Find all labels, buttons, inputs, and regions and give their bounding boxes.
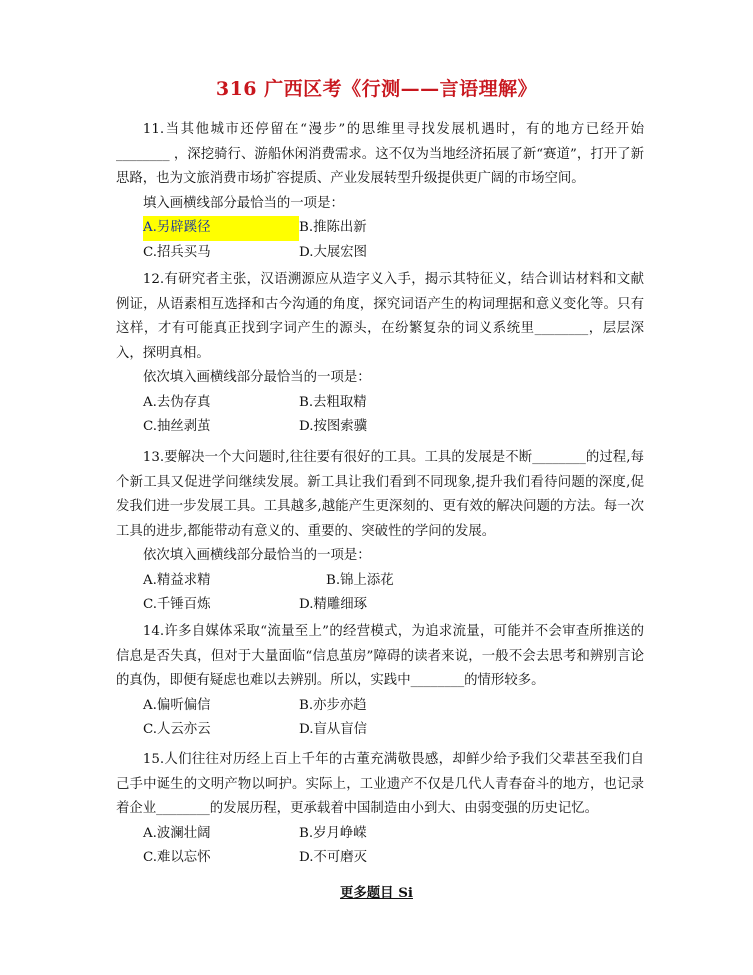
options-row (116, 391, 644, 416)
option-d-wrap (299, 718, 367, 743)
question-stem: 11.当其他城市还停留在“漫步”的思维里寻找发展机遇时，有的地方已经开始________ ，深挖骑行、游船休闲消费需求。这不仅为当地经济拓展了新“赛道”，打开了新思路，也为文旅消费市场扩容提质、产业发展转型升级提供更广阔的市场空间。 (116, 122, 644, 186)
option-b: B.亦步亦趋 (299, 697, 367, 713)
options-row (116, 846, 644, 871)
question-stem: 14.许多自媒体采取“流量至上”的经营模式，为追求流量，可能并不会审查所推送的信息是否失真，但对于大量面临“信息茧房”障碍的读者来说，一般不会去思考和辨别言论的真伪，即便有疑虑也难以去辨别。所以，实践中________的情形较多。 (116, 624, 644, 688)
options-row (116, 593, 644, 618)
option-a: A.偏听偏信 (143, 697, 211, 713)
question-stem: 13.要解决一个大问题时,往往要有很好的工具。工具的发展是不断________的过程,每个新工具又促进学问继续发展。新工具让我们看到不同现象,提升我们看待问题的深度,促发我们进一步发展工具。工具越多,越能产生更深刻的、更有效的解决问题的方法。每一次工具的进步,都能带动有意义的、重要的、突破性的学问的发展。 (116, 450, 644, 539)
question-14 (116, 620, 644, 743)
question-prompt: 依次填入画横线部分最恰当的一项是： (143, 548, 371, 563)
options-row (116, 241, 644, 266)
option-d-wrap (299, 846, 367, 871)
option-d: D.精雕细琢 (299, 597, 368, 612)
option-c-wrap (143, 415, 299, 440)
option-d: D.大展宏图 (299, 244, 368, 260)
page-title: 316 广西区考《行测——言语理解》 (215, 78, 538, 100)
option-c: C.难以忘怀 (143, 850, 211, 865)
option-c: C.千锤百炼 (143, 597, 211, 612)
question-13 (116, 446, 644, 618)
option-b: B.岁月峥嵘 (299, 825, 367, 841)
option-a: A.去伪存真 (143, 394, 211, 410)
option-a: A.另辟蹊径 (143, 216, 299, 241)
question-prompt: 依次填入画横线部分最恰当的一项是： (143, 370, 371, 385)
option-b: B.去粗取精 (299, 394, 367, 410)
options-row (116, 718, 644, 743)
question-12 (116, 268, 644, 440)
option-c: C.抽丝剥茧 (143, 419, 211, 434)
option-b: B.推陈出新 (299, 220, 367, 235)
option-c: C.招兵买马 (143, 244, 211, 260)
option-a: A.精益求精 (143, 572, 211, 588)
question-prompt: 填入画横线部分最恰当的一项是： (143, 195, 344, 211)
option-b: B.锦上添花 (326, 572, 394, 588)
options-row (116, 822, 644, 847)
options-row (116, 216, 644, 241)
question-11 (116, 118, 644, 265)
options-row (116, 569, 644, 594)
option-a: A.波澜壮阔 (143, 825, 211, 841)
question-15 (116, 748, 644, 871)
question-stem: 15.人们往往对历经上百上千年的古董充满敬畏感，却鲜少给予我们父辈甚至我们自己手中诞生的文明产物以呵护。实际上，工业遗产不仅是几代人青春奋斗的地方，也记录着企业________的发展历程，更承载着中国制造由小到大、由弱变强的历史记忆。 (116, 752, 644, 816)
question-stem: 12.有研究者主张，汉语溯源应从造字义入手，揭示其特征义，结合训诂材料和文献例证，从语素相互选择和古今沟通的角度，探究词语产生的构词理据和意义变化等。只有这样，才有可能真正找到字词产生的源头，在纷繁复杂的词义系统里________，层层深入，探明真相。 (116, 272, 644, 361)
options-row (116, 415, 644, 440)
option-d: D.按图索骥 (299, 419, 368, 434)
more-questions-link[interactable]: 更多题目 Si (340, 885, 413, 901)
options-row (116, 694, 644, 719)
option-a-wrap (143, 569, 326, 594)
option-c: C.人云亦云 (143, 722, 211, 737)
option-d: D.盲从盲信 (299, 722, 368, 737)
option-d: D.不可磨灭 (299, 850, 368, 865)
